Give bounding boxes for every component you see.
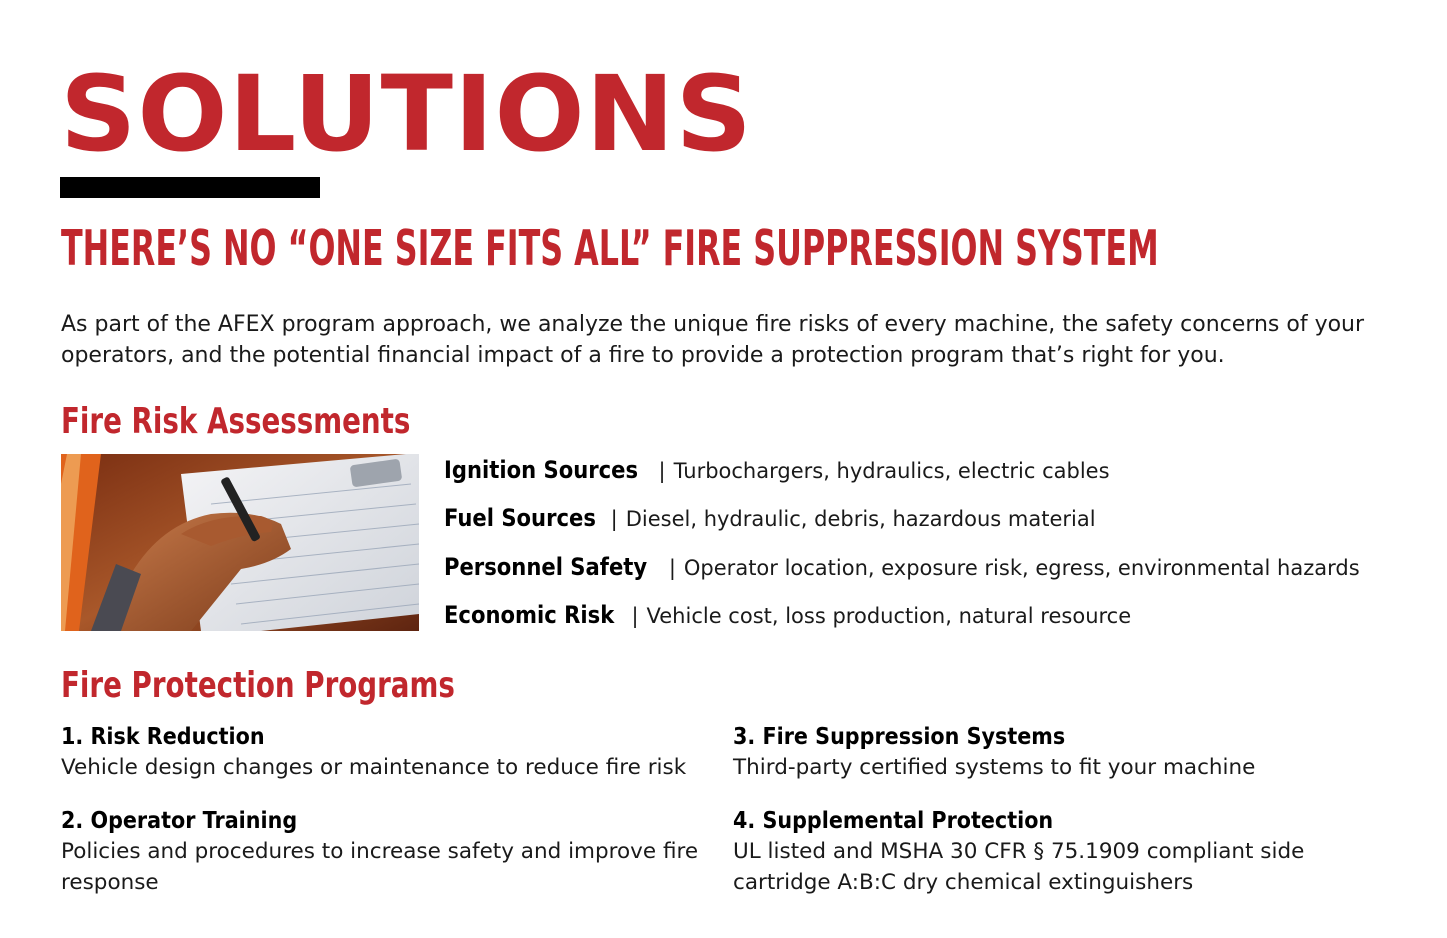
program-title: 4. Supplemental Protection	[733, 808, 1054, 834]
risk-label: Economic Risk	[444, 600, 615, 629]
separator: |	[658, 459, 666, 483]
separator: |	[631, 603, 639, 628]
risk-label: Fuel Sources	[444, 504, 596, 533]
page-subtitle: THERE’S NO “ONE SIZE FITS ALL” FIRE SUPPRESSION SYSTEM	[61, 220, 1159, 277]
fire-protection-programs-heading: Fire Protection Programs	[61, 665, 455, 706]
clipboard-photo	[61, 454, 419, 631]
risk-description: Vehicle cost, loss production, natural resource	[646, 603, 1132, 628]
list-item	[444, 504, 1434, 552]
program-item	[61, 724, 721, 783]
program-item	[733, 724, 1393, 783]
program-item	[733, 808, 1353, 898]
program-description: UL listed and MSHA 30 CFR § 75.1909 compliant side cartridge A:B:C dry chemical extinguishers	[733, 839, 1305, 895]
program-description: Third-party certified systems to fit your machine	[733, 755, 1256, 780]
program-title: 3. Fire Suppression Systems	[733, 724, 1066, 750]
risk-description: Operator location, exposure risk, egress, environmental hazards	[683, 555, 1360, 580]
risk-assessment-list	[444, 456, 1434, 649]
program-title: 1. Risk Reduction	[61, 724, 265, 750]
title-underline-bar	[60, 177, 320, 198]
risk-label: Ignition Sources	[444, 456, 639, 484]
risk-description: Diesel, hydraulic, debris, hazardous material	[625, 507, 1096, 532]
program-item	[61, 808, 701, 898]
intro-paragraph: As part of the AFEX program approach, we analyze the unique fire risks of every machine, the safety concerns of your operators, and the potential financial impact of a fire to provide a protection program that’s right for you.	[61, 312, 1365, 368]
program-description: Vehicle design changes or maintenance to reduce fire risk	[61, 755, 687, 780]
program-description: Policies and procedures to increase safety and improve fire response	[61, 839, 699, 895]
program-title: 2. Operator Training	[61, 808, 298, 834]
page-title: SOLUTIONS	[60, 53, 753, 175]
risk-description: Turbochargers, hydraulics, electric cables	[673, 459, 1110, 483]
list-item	[444, 601, 1434, 649]
fire-risk-assessments-heading: Fire Risk Assessments	[61, 401, 411, 442]
separator: |	[668, 555, 676, 580]
separator: |	[610, 507, 618, 532]
list-item	[444, 456, 1434, 504]
list-item	[444, 553, 1434, 601]
risk-label: Personnel Safety	[444, 552, 648, 581]
